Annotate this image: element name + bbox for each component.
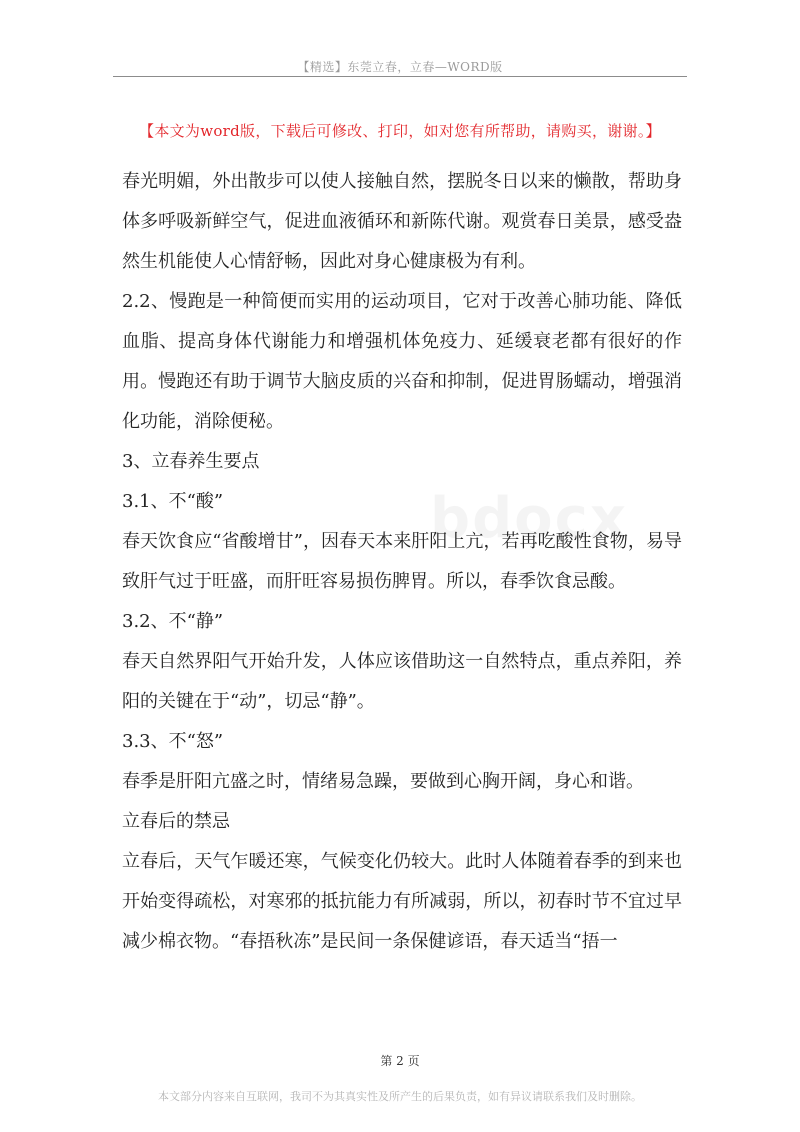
paragraph: 2.2、慢跑是一种简便而实用的运动项目，它对于改善心肺功能、降低血脂、提高身体代谢能力和增强机体免疫力、延缓衰老都有很好的作用。慢跑还有助于调节大脑皮质的兴奋和抑制，促进胃肠蠕动，增强消化功能，消除便秘。 [122, 291, 682, 432]
paragraph: 春天饮食应“省酸增甘”，因春天本来肝阳上亢，若再吃酸性食物，易导致肝气过于旺盛，而肝旺容易损伤脾胃。所以，春季饮食忌酸。 [122, 531, 682, 592]
header-divider [113, 76, 687, 77]
paragraph: 春季是肝阳亢盛之时，情绪易急躁，要做到心胸开阔，身心和谐。 [122, 771, 644, 792]
subsection-heading: 3.1、不“酸” [122, 491, 224, 512]
paragraph: 立春后，天气乍暖还寒，气候变化仍较大。此时人体随着春季的到来也开始变得疏松，对寒邪的抵抗能力有所减弱，所以，初春时节不宜过早减少棉衣物。“春捂秋冻”是民间一条保健谚语，春天适当“捂一 [122, 851, 682, 952]
footer-disclaimer: 本文部分内容来自互联网，我司不为其真实性及所产生的后果负责，如有异议请联系我们及时删除。 [158, 1090, 642, 1103]
document-body [122, 162, 682, 962]
paragraph: 春光明媚，外出散步可以使人接触自然，摆脱冬日以来的懒散，帮助身体多呼吸新鲜空气，促进血液循环和新陈代谢。观赏春日美景，感受盎然生机能使人心情舒畅，因此对身心健康极为有利。 [122, 171, 682, 272]
page-number: 第 2 页 [380, 1054, 420, 1068]
section-heading: 3、立春养生要点 [122, 451, 260, 472]
subsection-heading: 3.2、不“静” [122, 611, 224, 632]
header-title: 【精选】东莞立春，立春—WORD版 [297, 60, 503, 74]
section-heading: 立春后的禁忌 [122, 811, 230, 832]
download-notice: 【本文为word版，下载后可修改、打印，如对您有所帮助，请购买，谢谢。】 [139, 122, 661, 140]
paragraph: 春天自然界阳气开始升发，人体应该借助这一自然特点，重点养阳，养阳的关键在于“动”，切忌“静”。 [122, 651, 682, 712]
subsection-heading: 3.3、不“怒” [122, 731, 224, 752]
